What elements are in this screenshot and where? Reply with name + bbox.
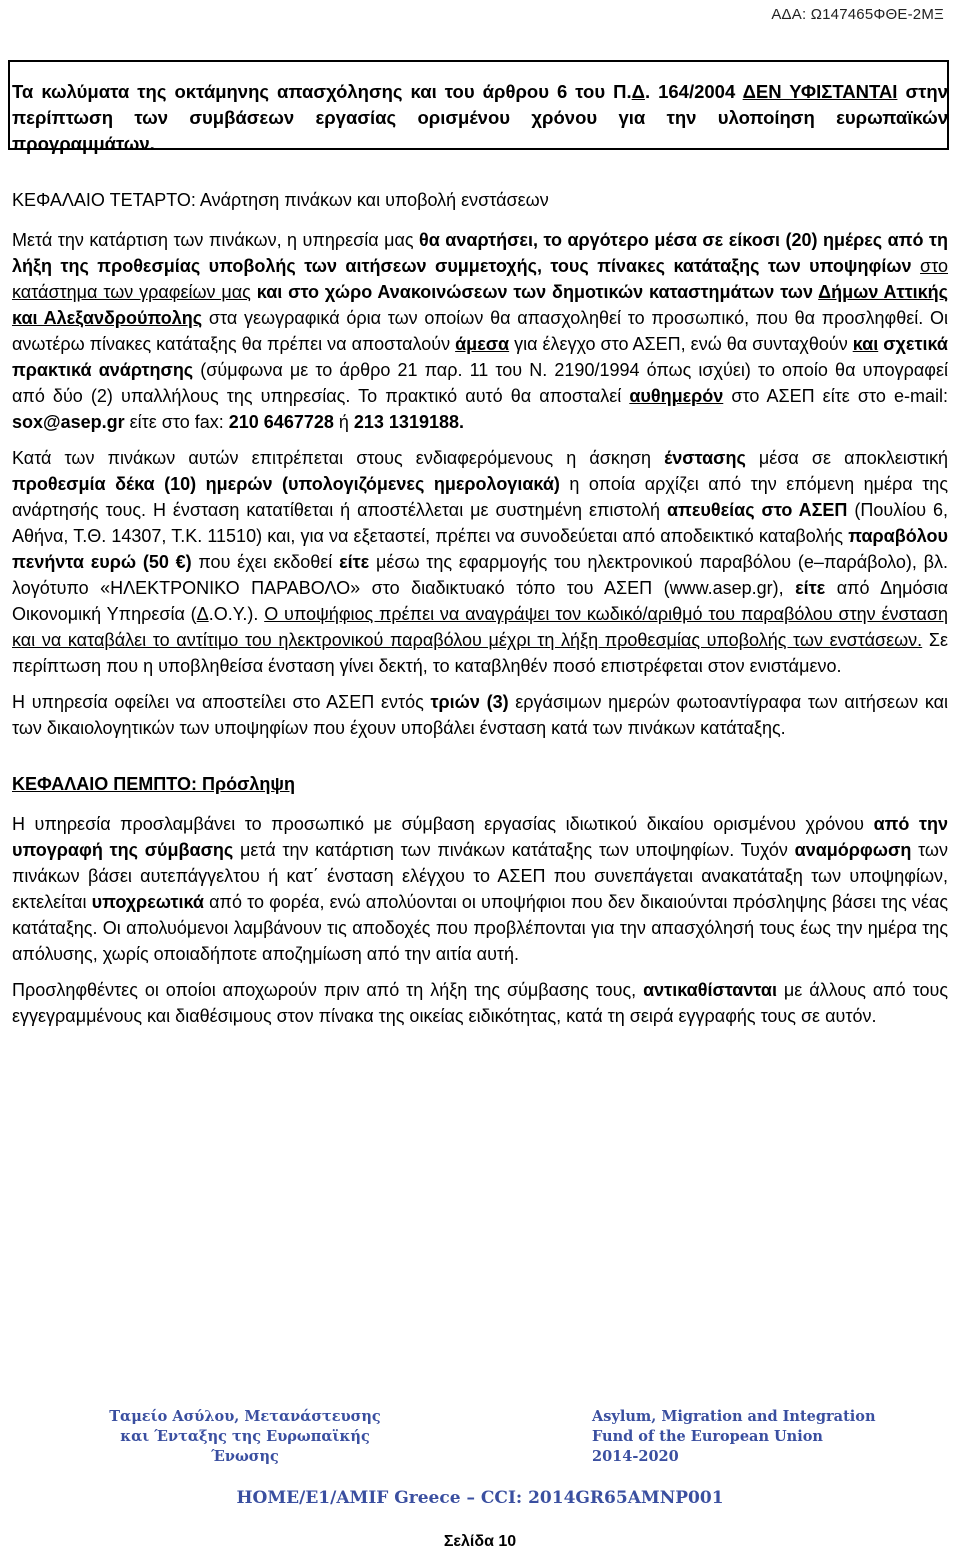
chapter-5-title: ΚΕΦΑΛΑΙΟ ΠΕΜΠΤΟ: Πρόσληψη (12, 774, 295, 794)
chapter-4-paragraph-3: Η υπηρεσία οφείλει να αποστείλει στο ΑΣΕΠ εντός τριών (3) εργάσιμων ημερών φωτοαντίγραφα των αιτήσεων και των δικαιολογητικών των υποψηφίων που έχουν υποβάλει ένσταση κατά των πινάκων κατάταξης. (12, 692, 949, 738)
chapter-4-title: ΚΕΦΑΛΑΙΟ ΤΕΤΑΡΤΟ: Ανάρτηση πινάκων και υποβολή ενστάσεων (12, 190, 549, 210)
ada-code: ΑΔΑ: Ω147465ΦΘΕ-2ΜΞ (771, 6, 944, 23)
footer-fund-english: Asylum, Migration and Integration Fund of the European Union 2014-2020 (592, 1408, 876, 1465)
chapter-5-paragraph-2: Προσληφθέντες οι οποίοι αποχωρούν πριν από τη λήξη της σύμβασης τους, αντικαθίστανται με άλλους από τους εγγεγραμμένους και διαθέσιμους στον πίνακα της οικείας ειδικότητας, κατά τη σειρά εγγραφής τους σε αυτόν. (12, 980, 948, 1026)
footer-fund-greek: Ταμείο Ασύλου, Μετανάστευσης και Ένταξης της Ευρωπαϊκής Ένωσης (109, 1408, 381, 1465)
notice-text: Τα κωλύματα της οκτάμηνης απασχόλησης και του άρθρου 6 του Π.Δ. 164/2004 ΔΕΝ ΥΦΙΣΤΑΝΤΑΙ στην περίπτωση των συμβάσεων εργασίας ορισμένου χρόνου για την υλοποίηση ευρωπαϊκών προγραμμάτων. (12, 81, 948, 154)
footer-programme-code: HOME/E1/AMIF Greece – CCI: 2014GR65AMNP001 (236, 1488, 724, 1508)
chapter-4-paragraph-2: Κατά των πινάκων αυτών επιτρέπεται στους ενδιαφερόμενους η άσκηση ένστασης μέσα σε αποκλειστική προθεσμία δέκα (10) ημερών (υπολογιζόμενες ημερολογιακά) η οποία αρχίζει από την επόμενη ημέρα της ανάρτησής τους. Η ένσταση κατατίθεται ή αποστέλλεται με συστημένη επιστολή απευθείας στο ΑΣΕΠ (Πουλίου 6, Αθήνα, Τ.Θ. 14307, Τ.Κ. 11510) και, για να εξεταστεί, πρέπει να συνοδεύεται από αποδεικτικό καταβολής παραβόλου πενήντα ευρώ (50 €) που έχει εκδοθεί είτε μέσω της εφαρμογής του ηλεκτρονικού παραβόλου (e–παράβολο), βλ. λογότυπο «ΗΛΕΚΤΡΟΝΙΚΟ ΠΑΡΑΒΟΛΟ» στο διαδικτυακό τόπο του ΑΣΕΠ (www.asep.gr), είτε από Δημόσια Οικονομική Υπηρεσία (Δ.Ο.Υ.). Ο υποψήφιος πρέπει να αναγράψει τον κωδικό/αριθμό του παραβόλου στην ένσταση και να καταβάλει το αντίτιμο του ηλεκτρονικού παραβόλου μέχρι τη λήξη προθεσμίας υποβολής των ενστάσεων. Σε περίπτωση που η υποβληθείσα ένσταση γίνει δεκτή, το καταβληθέν ποσό επιστρέφεται στον ενιστάμενο. (12, 448, 949, 676)
page-number: Σελίδα 10 (443, 1533, 517, 1550)
chapter-4-paragraph-1: Μετά την κατάρτιση των πινάκων, η υπηρεσία μας θα αναρτήσει, το αργότερο μέσα σε είκοσι (20) ημέρες από τη λήξη της προθεσμίας υποβολής των αιτήσεων συμμετοχής, τους πίνακες κατάταξης των υποψηφίων στο κατάστημα των γραφείων μας και στο χώρο Ανακοινώσεων των δημοτικών καταστημάτων των Δήμων Αττικής και Αλεξανδρούπολης στα γεωγραφικά όρια των οποίων θα απασχοληθεί το προσωπικό, που θα προσληφθεί. Οι ανωτέρω πίνακες κατάταξης θα πρέπει να αποσταλούν άμεσα για έλεγχο στο ΑΣΕΠ, ενώ θα συνταχθούν και σχετικά πρακτικά ανάρτησης (σύμφωνα με το άρθρο 21 παρ. 11 του Ν. 2190/1994 όπως ισχύει) το οποίο θα υπογραφεί από δύο (2) υπαλλήλους της υπηρεσίας. Το πρακτικό αυτό θα αποσταλεί αυθημερόν στο ΑΣΕΠ είτε στο e-mail: sox@asep.gr είτε στο fax: 210 6467728 ή 213 1319188. (12, 230, 949, 432)
document-body (12, 187, 948, 1029)
chapter-5-paragraph-1: Η υπηρεσία προσλαμβάνει το προσωπικό με σύμβαση εργασίας ιδιωτικού δικαίου ορισμένου χρόνου από την υπογραφή της σύμβασης μετά την κατάρτιση των πινάκων κατάταξης των υποψηφίων. Τυχόν αναμόρφωση των πινάκων βάσει αυτεπάγγελτου ή κατ΄ ένσταση ελέγχου το ΑΣΕΠ που συνεπάγεται ανακατάταξη των υποψηφίων, εκτελείται υποχρεωτικά από το φορέα, ενώ απολύονται οι υποψήφιοι που δεν δικαιούνται πρόσληψης βάσει της νέας κατάταξης. Οι απολυόμενοι λαμβάνουν τις αποδοχές που προβλέπονται για την απασχόλησή τους έως την ημέρα της απόλυσης, χωρίς οποιαδήποτε αποζημίωση από την αιτία αυτή. (12, 814, 948, 964)
